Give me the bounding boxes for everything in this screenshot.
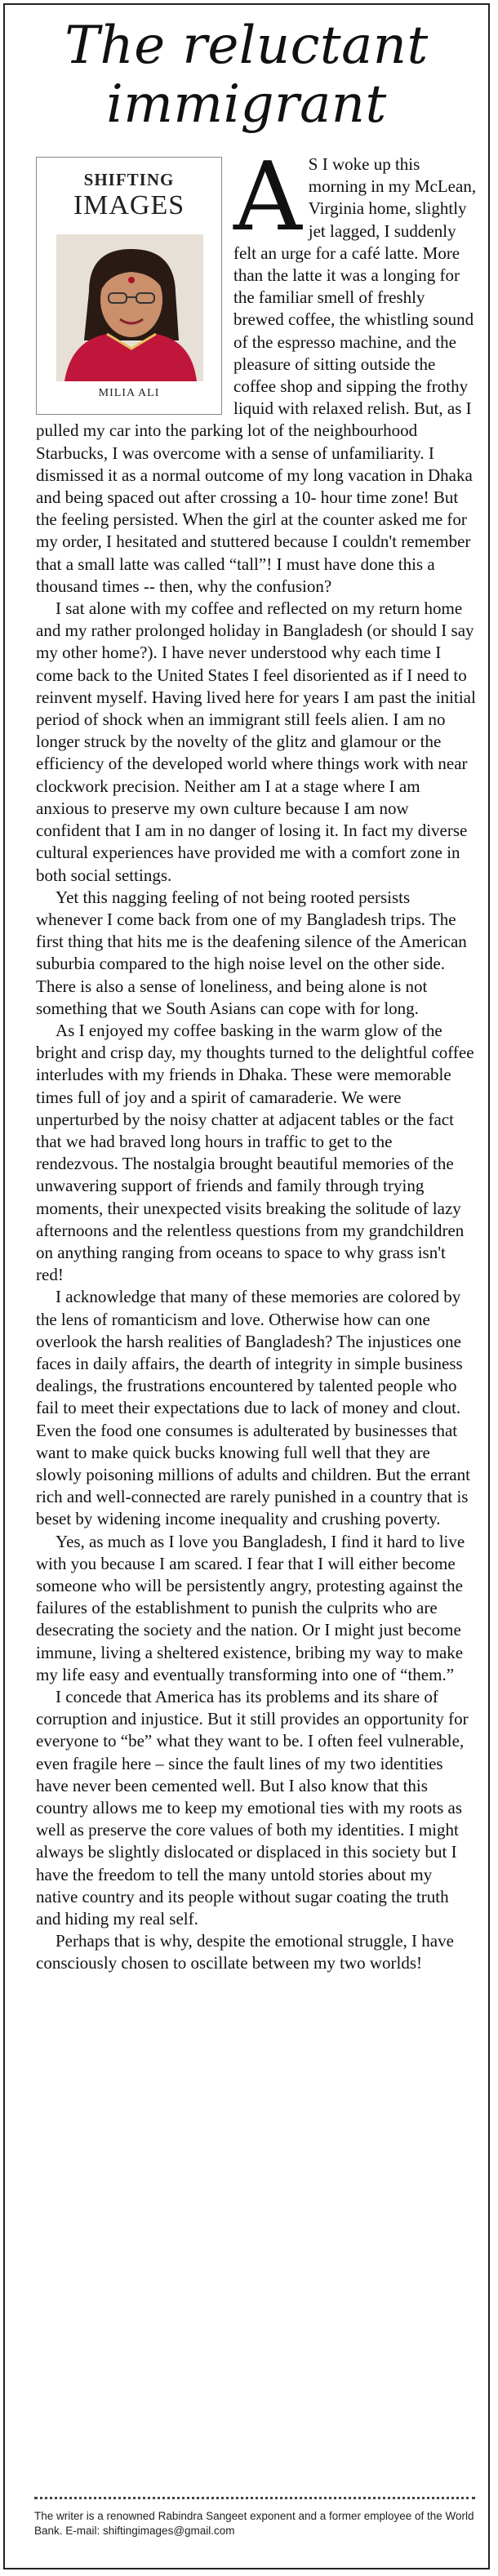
paragraph-8: Perhaps that is why, despite the emotional struggle, I have consciously chosen to oscillate between my two worlds! [36,1931,454,1973]
paragraph-6: Yes, as much as I love you Bangladesh, I find it hard to live with you because I am scared. I fear that I will either become someone who will be persistently angry, protesting against the failures of the establishment to punish the culprits who are desecrating the society and the nation. Or I might just become immune, living a sheltered existence, bribing my way to make my life easy and eventually transforming into one of “them.” [36,1531,465,1684]
column-logo-box [36,157,222,415]
column-name-top: SHIFTING [83,170,175,189]
paragraph-5: I acknowledge that many of these memories are colored by the lens of romanticism and love. Otherwise how can one overlook the harsh realities of Bangladesh? The injustices one faces in daily affairs, the dearth of integrity in simple business dealings, the frustrations encountered by talented people who fail to meet their expectations due to lack of money and clout. Even the food one consumes is adulterated by businesses that want to make quick bucks knowing full well that they are slowly poisoning millions of adults and children. But the errant rich and well-connected are rarely punished in a country that is beset by widening income inequality and crushing poverty. [36,1287,470,1529]
column-name-bottom: IMAGES [73,190,185,221]
paragraph-7: I concede that America has its problems and its share of corruption and injustice. But it still provides an opportunity for everyone to “be” what they want to be. I often feel vulnerable, even fragile here – since the fault lines of my two identities have never been cemented well. But I also know that this country allows me to keep my emotional ties with my roots as well as preserve the core values of both my identities. I might always be slightly dislocated or displaced in this society but I have the freedom to tell the many untold stories about my native country and its people without sugar coating the truth and hiding my real self. [36,1687,469,1929]
article-page [3,3,490,2569]
footer-divider [34,2497,475,2499]
author-portrait [56,234,203,381]
headline: The reluctant immigrant [64,16,429,135]
author-byline: MILIA ALI [98,386,160,399]
paragraph-2: I sat alone with my coffee and reflected on my return home and my rather prolonged holiday in Bangladesh (or should I say my other home?). I have never understood why each time I come back to the United States I feel disoriented as if I need to reinvent myself. Having lived here for years I am past the initial period of shock when an immigrant still feels alien. I am no longer struck by the novelty of the glitz and glamour or the efficiency of the developed world where things work with near clockwork precision. Neither am I at a stage where I am anxious to preserve my own culture because I am now confident that I am in no danger of losing it. In fact my diverse cultural experiences have provided me with a comfort zone in both social settings. [36,598,476,885]
paragraph-3: Yet this nagging feeling of not being rooted persists whenever I come back from one of my Bangladesh trips. The first thing that hits me is the deafening silence of the American suburbia compared to the high noise level on the other side. There is also a sense of loneliness, and being alone is not something that we South Asians can cope with for long. [36,887,467,1018]
author-note: The writer is a renowned Rabindra Sangeet exponent and a former employee of the World Bank. E-mail: shiftingimages@gmail.com [34,2510,474,2537]
paragraph-1: S I woke up this morning in my McLean, Virginia home, slightly jet lagged, I suddenly felt an urge for a café latte. More than the latte it was a longing for the familiar smell of freshly brewed coffee, the whistling sound of the espresso machine, and the pleasure of sitting outside the coffee shop and sipping the frothy liquid with relaxed relish. But, as I pulled my car into the parking lot of the neighbourhood Starbucks, I was overcome with a sense of unfamiliarity. I dismissed it as a normal outcome of my long vacation in Dhaka and being spaced out after crossing a 10- hour time zone! But the feeling persisted. When the girl at the counter asked me for my order, I hesitated and stuttered because I couldn't remember that a small latte was called “tall”! I must have done this a thousand times -- then, why the confusion? [36,154,477,596]
paragraph-4: As I enjoyed my coffee basking in the warm glow of the bright and crisp day, my thoughts turned to the delightful coffee interludes with my friends in Dhaka. These were memorable times full of joy and a spirit of camaraderie. We were unperturbed by the noisy chatter at adjacent tables or the fact that we had braved long hours in traffic to get to the rendezvous. The nostalgia brought beautiful memories of the unwavering support of friends and family through trying moments, their unexpected visits breaking the solitude of lazy afternoons and the relentless questions from my grandchildren on anything ranging from oceans to space to why grass isn't red! [36,1020,474,1285]
drop-cap: A [233,142,302,252]
article-body [36,142,477,1975]
